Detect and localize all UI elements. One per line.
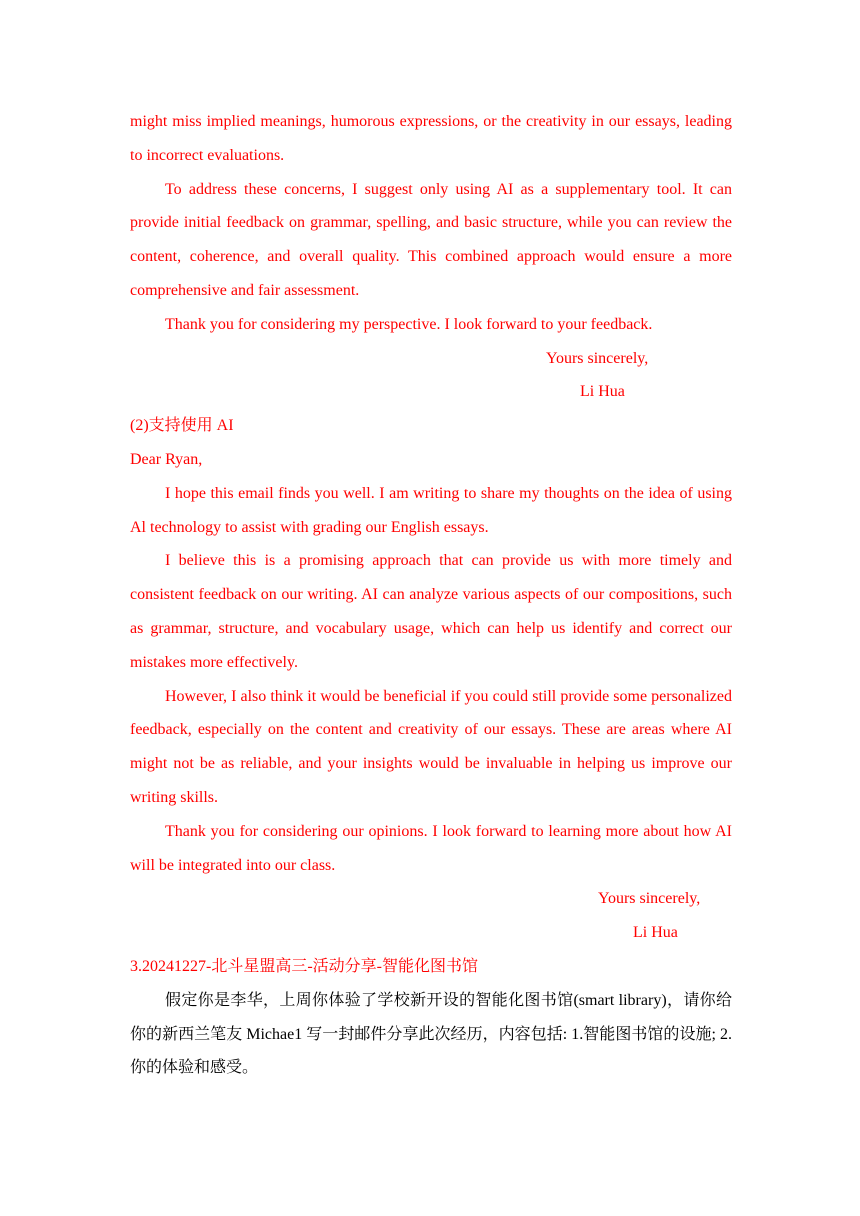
letter2-greeting: Dear Ryan, xyxy=(130,450,203,468)
letter1-paragraph-thanks: Thank you for considering my perspective. I look forward to your feedback. xyxy=(165,315,653,333)
letter1-closing-line xyxy=(130,342,732,376)
question3-prompt: 假定你是李华，上周你体验了学校新开设的智能化图书馆(smart library)，请你给你的新西兰笔友 Michae1 写一封邮件分享此次经历，内容包括: 1.智能图书馆的设施; 2.你的体验和感受。 xyxy=(130,991,732,1077)
letter1-signature: Li Hua xyxy=(580,383,625,401)
letter2-paragraph-concerns: However, I also think it would be beneficial if you could still provide some personalized feedback, especially on the content and creativity of our essays. These are areas where AI might not be as reliable, and your insights would be invaluable in helping us improve our writing skills. xyxy=(130,687,732,806)
letter2-paragraph-benefits: I believe this is a promising approach that can provide us with more timely and consistent feedback on our writing. AI can analyze various aspects of our compositions, such as grammar, structure, and vocabulary usage, which can help us identify and correct our mistakes more effectively. xyxy=(130,552,732,671)
letter2-closing-line xyxy=(130,882,732,916)
letter2-paragraph-thanks: Thank you for considering our opinions. I look forward to learning more about how AI will be integrated into our class. xyxy=(130,822,732,874)
letter1-signature-line xyxy=(130,375,732,409)
question3-title: 3.20241227-北斗星盟高三-活动分享-智能化图书馆 xyxy=(130,957,478,975)
letter1-paragraph-suggestion: To address these concerns, I suggest only using AI as a supplementary tool. It can provide initial feedback on grammar, spelling, and basic structure, while you can review the content, coherence, and overall quality. This combined approach would ensure a more comprehensive and fair assessment. xyxy=(130,180,732,299)
letter2-paragraph-intro: I hope this email finds you well. I am writing to share my thoughts on the idea of using Al technology to assist with grading our English essays. xyxy=(130,484,732,536)
document-body xyxy=(130,105,732,1085)
letter1-paragraph-continued: might miss implied meanings, humorous expressions, or the creativity in our essays, leading to incorrect evaluations. xyxy=(130,113,732,164)
letter1-closing: Yours sincerely, xyxy=(546,349,649,367)
letter2-closing: Yours sincerely, xyxy=(598,890,701,908)
letter2-heading: (2)支持使用 AI xyxy=(130,417,234,435)
letter2-signature-line xyxy=(130,916,732,950)
letter2-signature: Li Hua xyxy=(633,924,678,942)
